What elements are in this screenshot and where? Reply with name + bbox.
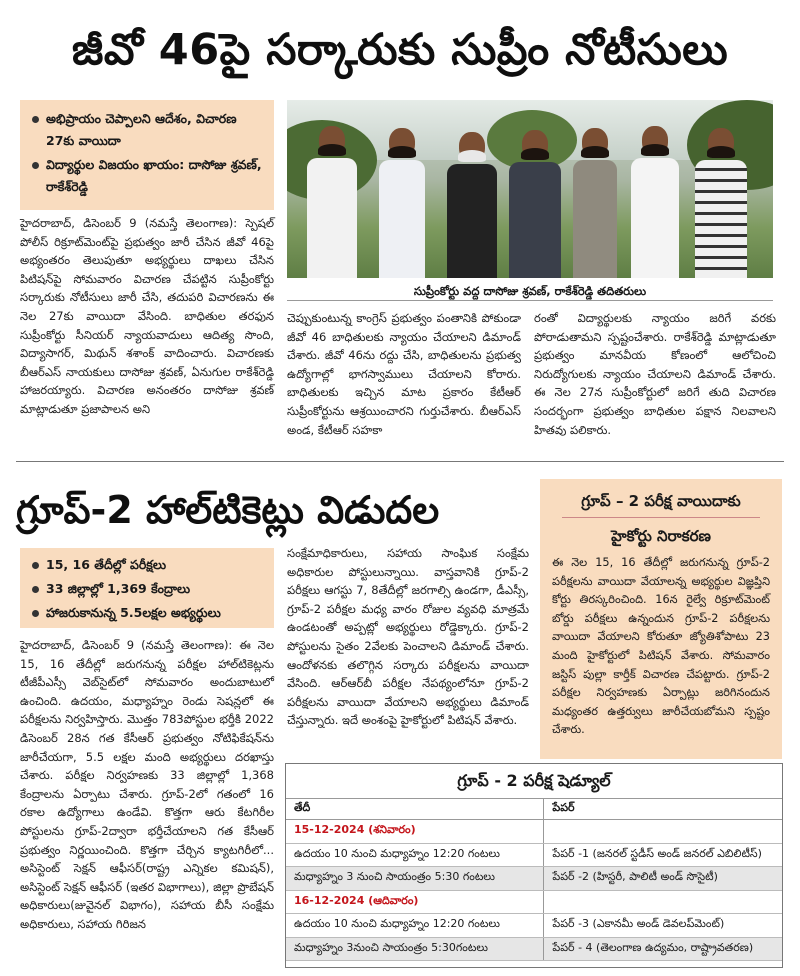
headline-group2: గ్రూప్-2 హాల్‌టికెట్లు విడుదల	[16, 488, 440, 532]
highlight-item: హాజరుకానున్న 5.5లక్షల అభ్యర్థులు	[30, 602, 264, 624]
photo-caption: సుప్రీంకోర్టు వద్ద దాసోజు శ్రవణ్, రాకేశ్‌రెడ్డి తదితరులు	[287, 281, 773, 301]
sidebar-title: గ్రూప్ – 2 పరీక్ష వాయిదాకు	[581, 492, 741, 510]
schedule-date: 16-12-2024 (ఆదివారం)	[286, 890, 544, 914]
article1-text: రంతో విద్యార్థులకు న్యాయం జరిగే వరకు పోరాడుతామని స్పష్టంచేశారు. రాకేశ్‌రెడ్డి మాట్లాడుతూ ప్రభుత్వం మానవీయ కోణంలో ఆలోచించి నిరుద్యోగులకు న్యాయం చేయాలని డిమాండ్ చేశారు. ఈ నెల 27న సుప్రీంకోర్టులో జరిగే తుది విచారణ సందర్భంగా ప్రభుత్వం బాధితుల పక్షాన నిలవాలని హితవు పలికారు.	[534, 311, 776, 437]
highlight-item: 33 జిల్లాల్లో 1,369 కేంద్రాలు	[30, 578, 264, 600]
article1-text: హైదరాబాద్, డిసెంబర్ 9 (నమస్తే తెలంగాణ): స్పెషల్ పోలీస్ రిక్రూట్‌మెంట్‌పై ప్రభుత్వం జారీ చేసిన జీవో 46పై అభ్యంతరం తెలుపుతూ అభ్యర్థులు దాఖలు చేసిన పిటిషన్‌పై సోమవారం విచారణ చేపట్టిన సుప్రీంకోర్టు సర్కారుకు నోటీసులు జారీ చేసి, తదుపరి విచారణను ఈ నెల 27కు వాయిదా వేసింది. బాధితుల తరఫున సుప్రీంకోర్టు సీనియర్ న్యాయవాదులు ఆదిత్య సొంది, విద్యాసాగర్, మిథున్ శశాంక్ వాదించారు. విచారణకు బీఆర్‌ఎస్ నాయకులు దాసోజు శ్రవణ్, ఏనుగుల రాకేశ్‌రెడ్డి హాజరయ్యారు. విచారణ అనంతరం దాసోజు శ్రవణ్ మాట్లాడుతూ ప్రజాపాలన అని	[20, 216, 274, 416]
sidebar-highcourt-box	[540, 479, 782, 759]
schedule-time: ఉదయం 10 నుంచి మధ్యాహ్నం 12:20 గంటలు	[286, 914, 544, 938]
article2-text: హైదరాబాద్, డిసెంబర్ 9 (నమస్తే తెలంగాణ): ఈ నెల 15, 16 తేదీల్లో జరుగనున్న పరీక్షల హాల్‌టికెట్లను టీజీపీఎస్సీ వెబ్‌సైట్‌లో సోమవారం అందుబాటులో ఉంచింది. ఉదయం, మధ్యాహ్నం రెండు సెషన్లలో ఈ పరీక్షలను నిర్వహిస్తారు. మొత్తం 783పోస్టుల భర్తీకి 2022 డిసెంబర్ 28న గత కేసీఆర్ ప్రభుత్వం నోటిఫికేషన్‌ను జారీచేయగా, 5.5 లక్షల మంది అభ్యర్థులు దరఖాస్తు చేశారు. పరీక్షల నిర్వహణకు 33 జిల్లాల్లో 1,368 కేంద్రాలను ఏర్పాటు చేశారు. గ్రూప్-2లో గతంలో 16 రకాల ఉద్యోగాలు ఉండేవి. కొత్తగా ఆరు కేటగిరీల పోస్టులను గ్రూప్-2ద్వారా భర్తీచేయాలని గత కేసీఆర్ ప్రభుత్వం నిర్ణయించింది. కొత్తగా చేర్చిన క్యాటగిరీలో... అసిస్టెంట్ సెక్షన్ ఆఫీసర్(రాష్ట్ర ఎన్నికల కమిషన్), అసిస్టెంట్ సెక్షన్ ఆఫీసర్ (ఇతర విభాగాలు), జిల్లా ప్రొబేషన్ అధికారులు(జువైనల్ విభాగం), సహాయ బీసీ సంక్షేమ అధికారులు, సహాయ గిరిజన	[20, 638, 274, 931]
highlights-box-go46	[20, 100, 274, 210]
schedule-time: మధ్యాహ్నం 3 నుంచి సాయంత్రం 5:30 గంటలు	[286, 867, 544, 891]
schedule-title: గ్రూప్ - 2 పరీక్ష షెడ్యూల్	[286, 764, 782, 798]
schedule-time: ఉదయం 10 నుంచి మధ్యాహ్నం 12:20 గంటలు	[286, 843, 544, 867]
table-row	[286, 914, 782, 938]
article2-column-2	[287, 544, 529, 756]
schedule-paper: పేపర్ -2 (హిస్టరీ, పాలిటీ అండ్ సొసైటీ)	[544, 867, 782, 891]
article1-column-1	[20, 214, 274, 456]
schedule-col-date: తేదీ	[286, 799, 544, 820]
article1-column-2	[287, 309, 521, 456]
schedule-header-row	[286, 799, 782, 820]
highlight-item: 15, 16 తేదీల్లో పరీక్షలు	[30, 554, 264, 576]
schedule-time: మధ్యాహ్నం 3నుంచి సాయంత్రం 5:30గంటలు	[286, 937, 544, 961]
table-row	[286, 843, 782, 867]
schedule-paper: పేపర్ - 4 (తెలంగాణ ఉద్యమం, రాష్ట్రావతరణ)	[544, 937, 782, 961]
highlight-item: విద్యార్థుల విజయం ఖాయం: దాసోజు శ్రవణ్, రాకేశ్‌రెడ్డి	[30, 154, 264, 198]
schedule-grid	[286, 798, 782, 961]
article1-text: చెప్పుకుంటున్న కాంగ్రెస్ ప్రభుత్వం పంతానికి పోకుండా జీవో 46 బాధితులకు న్యాయం చేయాలని డిమాండ్ చేశారు. జీవో 46ను రద్దు చేసి, బాధితులను ప్రభుత్వ ఉద్యోగాల్లో భాగస్వాములు చేయాలని కోరారు. బాధితులకు ఇచ్చిన మాట ప్రకారం కేటీఆర్ సుప్రీంకోర్టును ఆశ్రయించారని గుర్తుచేశారు. బీఆర్‌ఎస్ అండ, కేటీఆర్ సహకా	[287, 311, 521, 437]
schedule-paper: పేపర్ -3 (ఎకానమీ అండ్ డెవలప్‌మెంట్)	[544, 914, 782, 938]
section-divider	[16, 461, 784, 462]
sidebar-body: ఈ నెల 15, 16 తేదీల్లో జరుగనున్న గ్రూప్-2 పరీక్షలను వాయిదా వేయాలన్న అభ్యర్థుల విజ్ఞప్తిని కోర్టు తిరస్కరించింది. 16న రైల్వే రిక్రూట్‌మెంట్ బోర్డు పరీక్షలు ఉన్నందున గ్రూప్-2 పరీక్షలను వాయిదా వేయాలని కోరుతూ జ్యోతిశోపాటు 23 మంది హైకోర్టులో పిటిషన్ వేశారు. సోమవారం జస్టిస్ పుల్లా కార్తీక్ విచారణ చేపట్టారు. గ్రూప్-2 పరీక్షల నిర్వహణకు ఏర్పాట్లు జరిగినందున మధ్యంతర ఉత్తర్వులు జారీచేయబోమని స్పష్టం చేశారు.	[552, 556, 770, 737]
schedule-date-row	[286, 820, 782, 844]
schedule-date: 15-12-2024 (శనివారం)	[286, 820, 544, 844]
article2-column-1	[20, 636, 274, 970]
article2-text: సంక్షేమాధికారులు, సహాయ సాంఘిక సంక్షేమ అధికారుల పోస్టులున్నాయి. వాస్తవానికి గ్రూప్-2 పరీక్షలు ఆగస్టు 7, 8తేదీల్లో జరగాల్సి ఉండగా, డీఎస్సీ, గ్రూప్-2 పరీక్షల మధ్య వారం రోజుల వ్యవధి మాత్రమే ఉండటంతో అప్పట్లో అభ్యర్థులు రోడ్డెక్కారు. గ్రూప్-2 పోస్టులను సైతం 2వేలకు పెంచాలని డిమాండ్ చేశారు. ఆందోళనకు తలొగ్గిన సర్కారు పరీక్షలను వాయిదా వేసింది. ఆర్‌ఆర్‌బీ పరీక్షల నేపథ్యంలోనూ గ్రూప్-2 పరీక్షలను వాయిదా వేయాలని అభ్యర్థులు డిమాండ్ చేస్తున్నారు. ఇదే అంశంపై హైకోర్టులో పిటిషన్ వేశారు.	[287, 546, 529, 728]
schedule-date-row	[286, 890, 782, 914]
article1-column-3	[534, 309, 776, 456]
sidebar-title-rule	[562, 517, 760, 518]
table-row	[286, 937, 782, 961]
sidebar-subtitle: హైకోర్టు నిరాకరణ	[611, 527, 711, 545]
highlights-box-group2	[20, 548, 274, 628]
table-row	[286, 867, 782, 891]
news-photo	[287, 100, 773, 278]
headline-go46: జీవో 46పై సర్కారుకు సుప్రీం నోటీసులు	[71, 25, 729, 75]
schedule-paper: పేపర్ -1 (జనరల్ స్టడీస్ అండ్ జనరల్ ఎబిలిటీస్)	[544, 843, 782, 867]
exam-schedule-table	[285, 763, 783, 968]
highlight-item: అభిప్రాయం చెప్పాలని ఆదేశం, విచారణ 27కు వాయిదా	[30, 108, 264, 152]
schedule-col-paper: పేపర్	[544, 799, 782, 820]
